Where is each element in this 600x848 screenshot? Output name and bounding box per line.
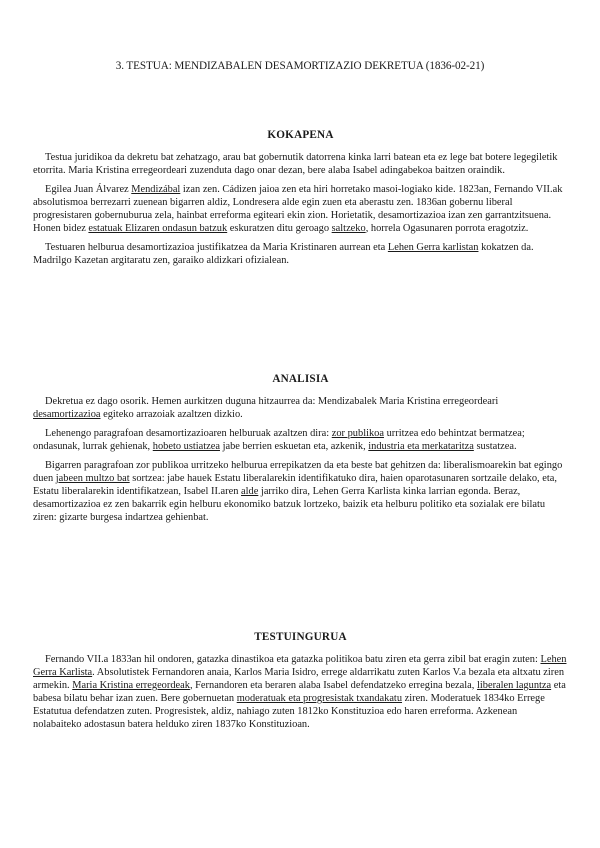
kokapena-paragraph-1: Testua juridikoa da dekretu bat zehatzago, arau bat gobernutik datorrena kinka larri batean eta ez lege bat botere legegiletik etorrita. Maria Kristina erregeordeari zuzenduta dago onar dezan, bere alaba Isabel adingabekoa baitzen oraindik. xyxy=(33,152,558,176)
section-testuingurua xyxy=(33,631,568,737)
section-heading-analisia: ANALISIA xyxy=(272,373,329,385)
kokapena-paragraph-2 xyxy=(33,183,568,235)
text-run: , horrela Ogasunaren porrota eragotziz. xyxy=(365,223,529,234)
section-kokapena xyxy=(33,129,568,273)
text-run: urritzea edo behintzat bermatzea; ondasunak, lurrak gehienak, xyxy=(33,428,525,452)
section-heading-testuingurua: TESTUINGURUA xyxy=(254,631,347,643)
underlined-term: saltzeko xyxy=(331,223,366,234)
underlined-term: Lehen Gerra Karlista xyxy=(33,654,567,678)
underlined-term: industria eta merkataritza xyxy=(368,441,474,452)
text-run: Dekretua ez dago osorik. Hemen aurkitzen duguna hitzaurrea da: Mendizabalek Maria Kristina erregeordeari xyxy=(45,396,499,407)
text-run: Lehenengo paragrafoan desamortizazioaren helburuak azaltzen dira: xyxy=(45,428,332,439)
text-run: izan zen. Cádizen jaioa zen eta hiri horretako masoi-logiako kide. 1823an, Fernando VII.ak absolutismoa berrezarri zuenean bigarren aldiz, Londresera alde egin zuen eta aberastu zen. 1836an gobernu liberal progresistaren gobernuburua zela, hainbat erreforma egiteari ekin zion. Horietatik, desamortizazioa izan zen garrantzitsuena. Honen bidez xyxy=(33,184,563,234)
text-run: Fernando VII.a 1833an hil ondoren, gatazka dinastikoa eta gatazka politikoa batu ziren eta gerra zibil bat eragin zuten: xyxy=(45,654,541,665)
section-heading-kokapena: KOKAPENA xyxy=(267,129,334,141)
testuingurua-paragraph-1 xyxy=(33,653,568,731)
underlined-term: moderatuak eta progresistak txandakatu xyxy=(236,693,403,704)
underlined-term: hobeto ustiatzea xyxy=(152,441,220,452)
underlined-term: zor publikoa xyxy=(331,428,384,439)
underlined-term: alde xyxy=(241,486,259,497)
underlined-term: desamortizazioa xyxy=(33,409,101,420)
underlined-term: Maria Kristina erregeordeak xyxy=(72,680,190,691)
analisia-paragraph-1 xyxy=(33,395,568,421)
document-title: 3. TESTUA: MENDIZABALEN DESAMORTIZAZIO DEKRETUA (1836-02-21) xyxy=(115,60,485,72)
underlined-term: jabeen multzo bat xyxy=(55,473,130,484)
analisia-paragraph-3 xyxy=(33,459,568,524)
text-run: eskuratzen ditu geroago xyxy=(227,223,332,234)
underlined-term: estatuak Elizaren ondasun batzuk xyxy=(88,223,228,234)
analisia-paragraph-2 xyxy=(33,427,568,453)
kokapena-paragraph-3 xyxy=(33,241,568,267)
text-run: eta babesa bilatu behar izan zuen. Bere gobernuetan xyxy=(33,680,566,704)
text-run: sortzea: jabe hauek Estatu liberalarekin identifikatuko dira, haien oparotasunaren sortzaile delako, eta, Estatu liberalarekin identifikatzean, Isabel II.aren xyxy=(33,473,557,497)
text-run: Testuaren helburua desamortizazioa justifikatzea da Maria Kristinaren aurrean eta xyxy=(45,242,388,253)
underlined-term: Lehen Gerra karlistan xyxy=(387,242,479,253)
text-run: ziren. Moderatuek 1834ko Errege Estatutua defendatzen zuten. Progresistek, aldiz, nahiago zuten 1812ko Konstituzioa edo haren erreforma. Azkenean nolabaiteko adostasun batera helduko ziren 1837ko Konstituzioan. xyxy=(33,693,545,730)
text-run: jabe berrien eskuetan eta, azkenik, xyxy=(219,441,369,452)
text-run: jarriko dira, Lehen Gerra Karlista kinka larrian egonda. Beraz, desamortizazioa ez zen bakarrik egin helburu ekonomiko batzuk lortzeko, baizik eta helburu politiko eta sozialak ere bilatu ziren: gizarte burgesa indartzea gehienbat. xyxy=(33,486,546,523)
section-analisia xyxy=(33,373,568,530)
text-run: . Absolutistek Fernandoren anaia, Karlos Maria Isidro, errege aldarrikatu zuten Karlos V.a bezala eta altxatu ziren armekin. xyxy=(33,667,565,691)
text-run: sustatzea. xyxy=(473,441,517,452)
text-run: egiteko arrazoiak azaltzen dizkio. xyxy=(100,409,243,420)
underlined-term: liberalen laguntza xyxy=(476,680,552,691)
underlined-term: Mendizábal xyxy=(131,184,181,195)
text-run: Bigarren paragrafoan zor publikoa urritzeko helburua errepikatzen da eta beste bat gehitzen da: liberalismoarekin bat egingo duen xyxy=(33,460,563,484)
text-run: , Fernandoren eta beraren alaba Isabel defendatzeko erregina bezala, xyxy=(189,680,477,691)
text-run: kokatzen da. Madrilgo Kazetan argitaratu zen, garaiko aldizkari ofizialean. xyxy=(33,242,534,266)
text-run: Egilea Juan Álvarez xyxy=(45,184,132,195)
